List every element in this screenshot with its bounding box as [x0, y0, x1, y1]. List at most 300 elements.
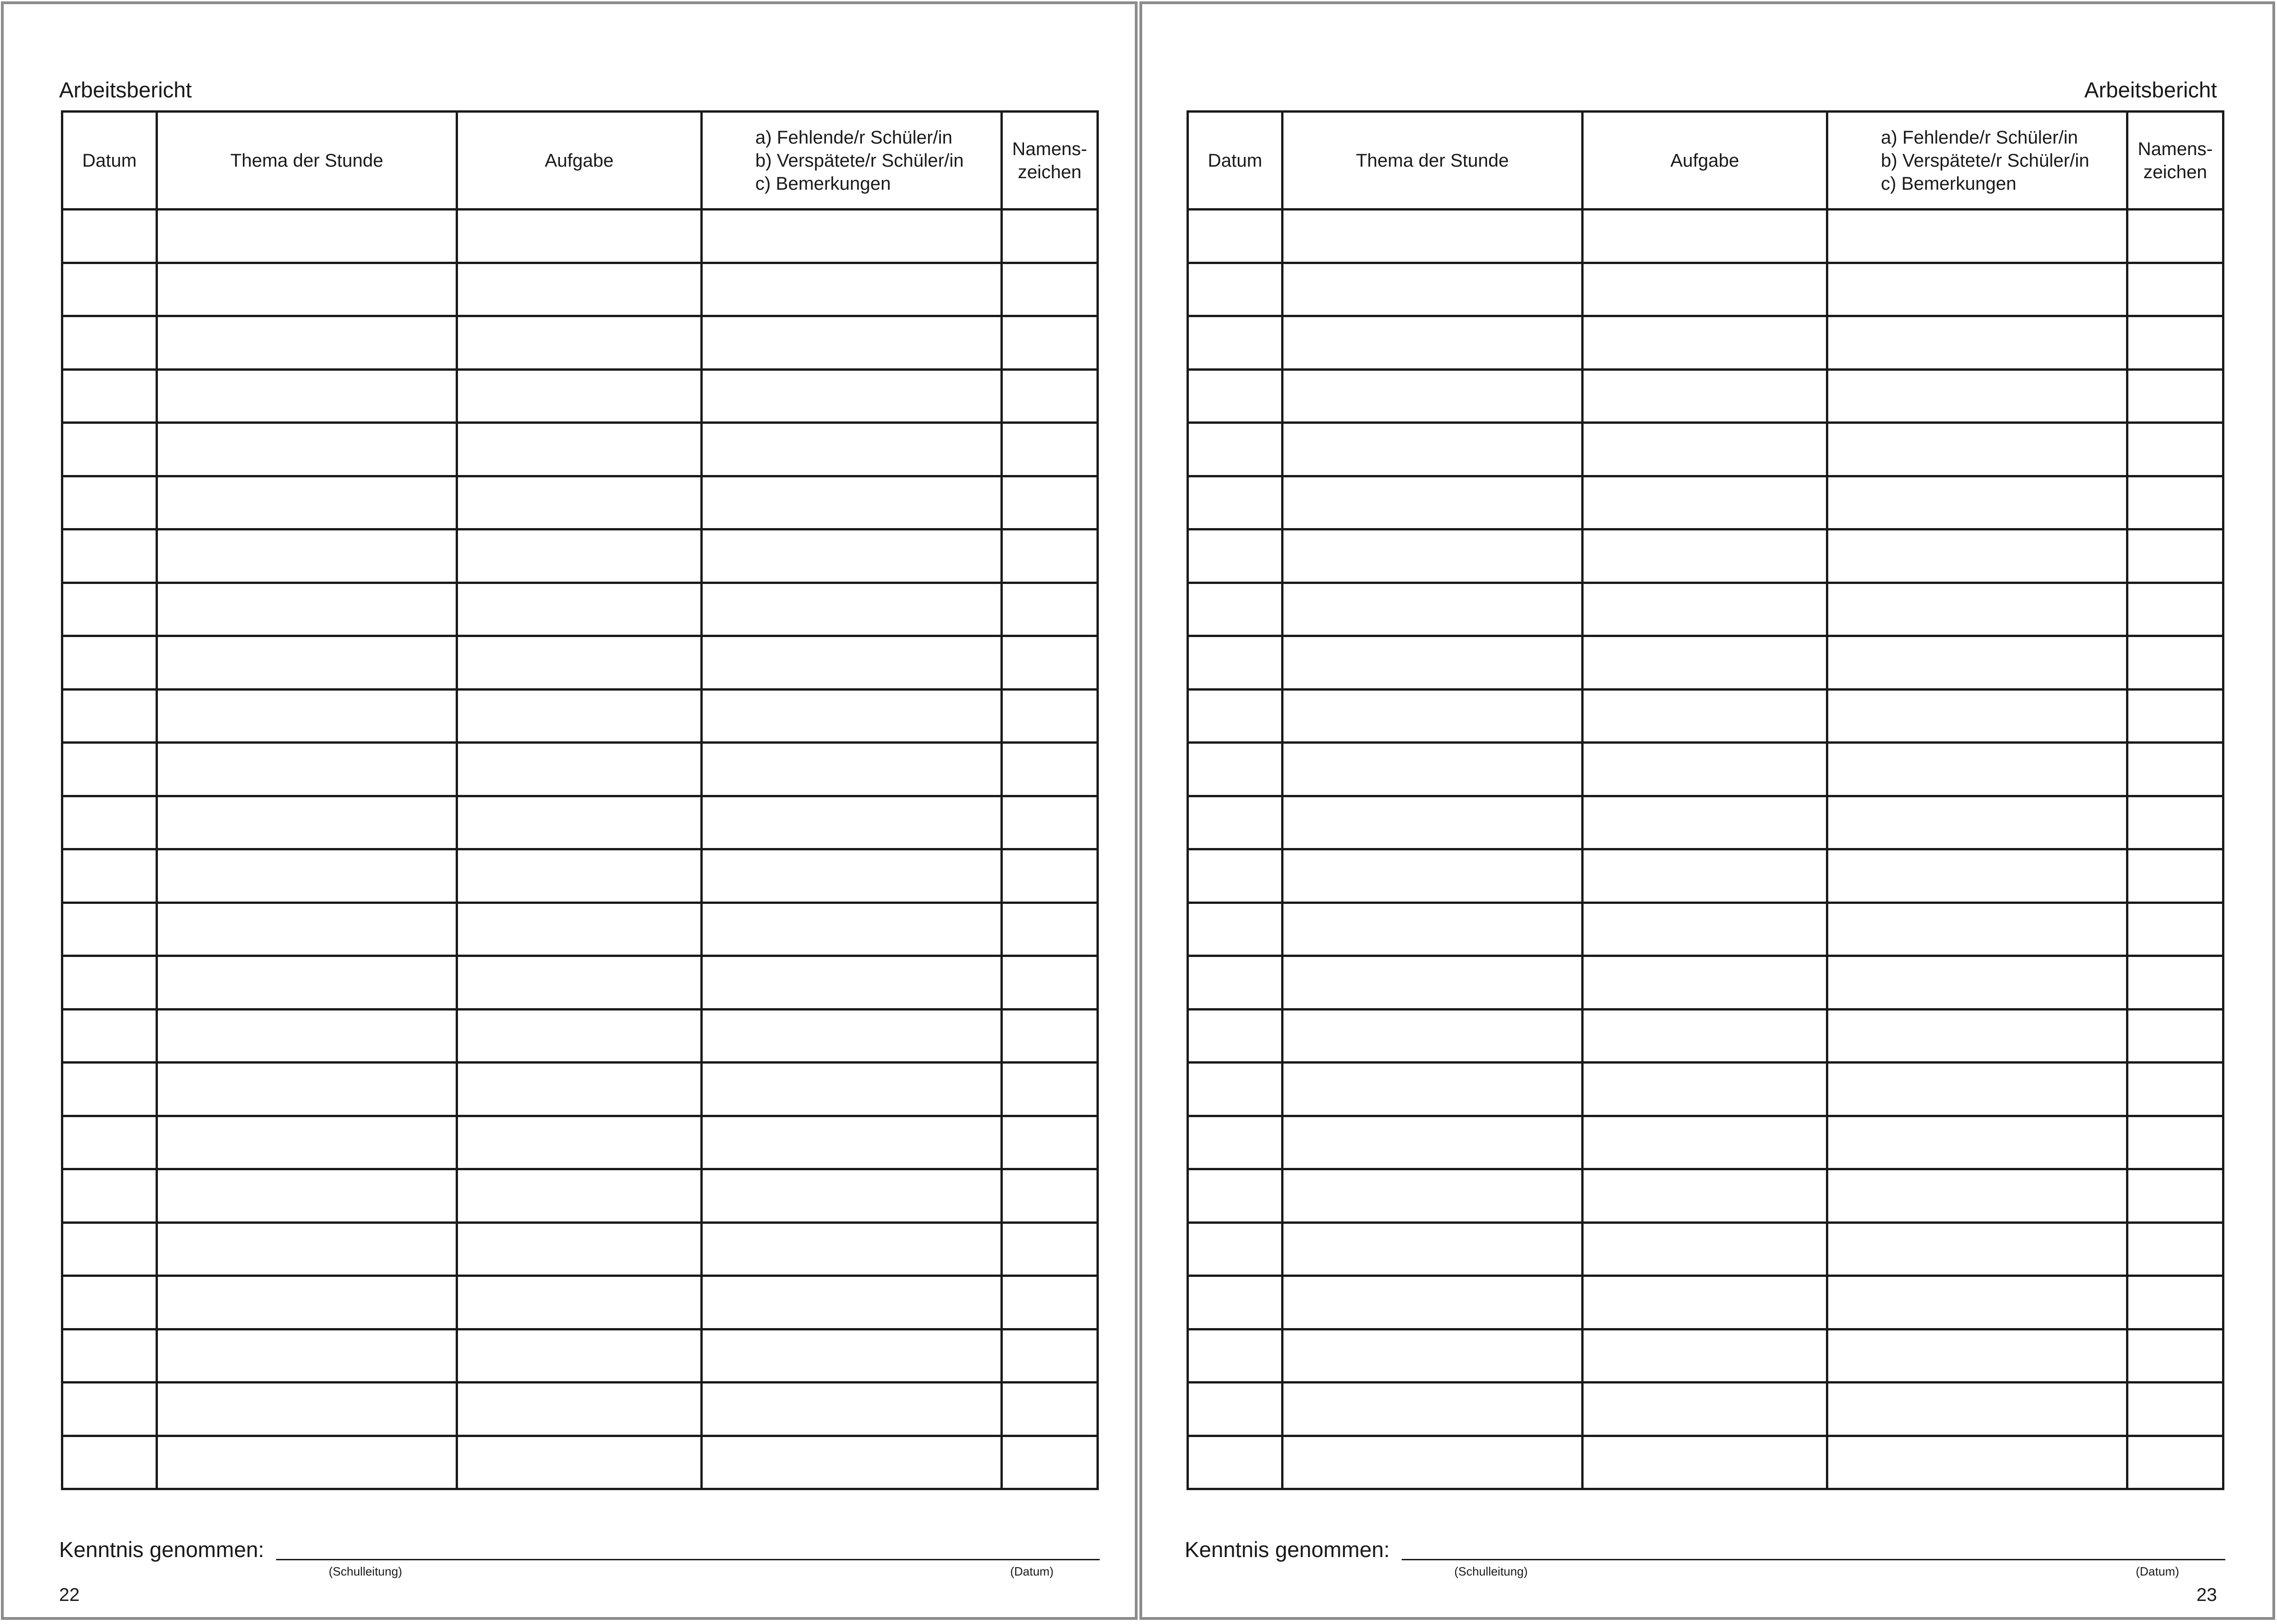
table-row: [1188, 1222, 2223, 1276]
cell-signature[interactable]: [2127, 369, 2223, 423]
cell-topic[interactable]: [157, 529, 457, 583]
cell-signature[interactable]: [1002, 743, 1098, 796]
cell-remarks[interactable]: [702, 210, 1002, 263]
cell-remarks[interactable]: [702, 1222, 1002, 1276]
table-header-row: [1188, 112, 2223, 210]
cell-remarks[interactable]: [702, 1009, 1002, 1063]
cell-date[interactable]: [1188, 956, 1283, 1010]
cell-signature[interactable]: [2127, 1009, 2223, 1063]
cell-signature[interactable]: [1002, 316, 1098, 370]
cell-date[interactable]: [1188, 529, 1283, 583]
cell-task[interactable]: [457, 1009, 702, 1063]
cell-topic[interactable]: [1283, 1383, 1583, 1436]
cell-task[interactable]: [1583, 796, 1827, 849]
cell-signature[interactable]: [1002, 849, 1098, 903]
cell-task[interactable]: [1583, 636, 1827, 690]
table-row: [62, 583, 1098, 636]
cell-task[interactable]: [1583, 263, 1827, 316]
cell-task[interactable]: [457, 956, 702, 1010]
cell-signature[interactable]: [1002, 1063, 1098, 1116]
cell-remarks[interactable]: [1827, 476, 2127, 529]
header-remarks-a: a) Fehlende/r Schüler/in: [1881, 127, 2078, 148]
acknowledgement: [1185, 1537, 2225, 1578]
cell-topic[interactable]: [1283, 423, 1583, 476]
table-row: [62, 636, 1098, 690]
table-row: [1188, 743, 2223, 796]
cell-remarks[interactable]: [702, 263, 1002, 316]
cell-date[interactable]: [62, 263, 157, 316]
cell-date[interactable]: [1188, 1329, 1283, 1383]
cell-topic[interactable]: [1283, 796, 1583, 849]
cell-signature[interactable]: [2127, 263, 2223, 316]
cell-remarks[interactable]: [1827, 689, 2127, 743]
cell-remarks[interactable]: [1827, 316, 2127, 370]
cell-date[interactable]: [62, 636, 157, 690]
header-signature: [1002, 112, 1098, 210]
cell-signature[interactable]: [2127, 902, 2223, 956]
cell-date[interactable]: [1188, 796, 1283, 849]
cell-topic[interactable]: [157, 1116, 457, 1169]
cell-task[interactable]: [1583, 1436, 1827, 1489]
cell-signature[interactable]: [1002, 1169, 1098, 1223]
cell-signature[interactable]: [1002, 476, 1098, 529]
table-row: [62, 689, 1098, 743]
header-topic: Thema der Stunde: [1283, 112, 1583, 210]
cell-date[interactable]: [62, 423, 157, 476]
cell-task[interactable]: [457, 263, 702, 316]
cell-signature[interactable]: [2127, 423, 2223, 476]
cell-task[interactable]: [1583, 1169, 1827, 1223]
table-row: [1188, 1276, 2223, 1329]
cell-date[interactable]: [1188, 636, 1283, 690]
cell-date[interactable]: [62, 743, 157, 796]
cell-signature[interactable]: [1002, 1009, 1098, 1063]
cell-remarks[interactable]: [1827, 1329, 2127, 1383]
cell-topic[interactable]: [157, 1009, 457, 1063]
cell-task[interactable]: [1583, 476, 1827, 529]
cell-remarks[interactable]: [1827, 902, 2127, 956]
cell-date[interactable]: [62, 1383, 157, 1436]
cell-signature[interactable]: [2127, 743, 2223, 796]
cell-date[interactable]: [62, 849, 157, 903]
cell-date[interactable]: [1188, 1116, 1283, 1169]
cell-task[interactable]: [457, 1436, 702, 1489]
cell-task[interactable]: [457, 423, 702, 476]
cell-signature[interactable]: [1002, 902, 1098, 956]
cell-date[interactable]: [1188, 210, 1283, 263]
cell-task[interactable]: [457, 1329, 702, 1383]
header-remarks-c: c) Bemerkungen: [755, 173, 891, 194]
cell-topic[interactable]: [157, 369, 457, 423]
cell-remarks[interactable]: [702, 316, 1002, 370]
header-signature-line1: Namens-: [1012, 138, 1087, 159]
header-date: Datum: [1188, 112, 1283, 210]
table-row: [1188, 316, 2223, 370]
table-row: [1188, 849, 2223, 903]
cell-topic[interactable]: [1283, 849, 1583, 903]
cell-signature[interactable]: [2127, 1116, 2223, 1169]
cell-remarks[interactable]: [1827, 796, 2127, 849]
cell-date[interactable]: [62, 689, 157, 743]
cell-remarks[interactable]: [702, 902, 1002, 956]
cell-topic[interactable]: [1283, 902, 1583, 956]
table-row: [62, 1329, 1098, 1383]
cell-remarks[interactable]: [702, 529, 1002, 583]
cell-remarks[interactable]: [702, 1116, 1002, 1169]
cell-signature[interactable]: [1002, 636, 1098, 690]
cell-task[interactable]: [1583, 689, 1827, 743]
cell-date[interactable]: [62, 1116, 157, 1169]
cell-date[interactable]: [1188, 369, 1283, 423]
cell-date[interactable]: [62, 476, 157, 529]
cell-task[interactable]: [1583, 956, 1827, 1010]
cell-topic[interactable]: [1283, 369, 1583, 423]
cell-task[interactable]: [457, 316, 702, 370]
table-row: [1188, 1009, 2223, 1063]
cell-task[interactable]: [457, 1222, 702, 1276]
cell-topic[interactable]: [1283, 1009, 1583, 1063]
cell-topic[interactable]: [1283, 210, 1583, 263]
table-row: [62, 316, 1098, 370]
cell-task[interactable]: [457, 476, 702, 529]
cell-topic[interactable]: [1283, 636, 1583, 690]
cell-topic[interactable]: [1283, 689, 1583, 743]
cell-signature[interactable]: [1002, 583, 1098, 636]
cell-task[interactable]: [457, 583, 702, 636]
table-row: [62, 796, 1098, 849]
cell-signature[interactable]: [1002, 1329, 1098, 1383]
cell-date[interactable]: [1188, 316, 1283, 370]
cell-topic[interactable]: [157, 423, 457, 476]
cell-remarks[interactable]: [1827, 529, 2127, 583]
cell-date[interactable]: [62, 1063, 157, 1116]
cell-remarks[interactable]: [1827, 1169, 2127, 1223]
cell-remarks[interactable]: [1827, 583, 2127, 636]
cell-date[interactable]: [1188, 743, 1283, 796]
cell-task[interactable]: [457, 1383, 702, 1436]
cell-task[interactable]: [457, 210, 702, 263]
cell-date[interactable]: [62, 1222, 157, 1276]
cell-signature[interactable]: [2127, 316, 2223, 370]
cell-task[interactable]: [457, 529, 702, 583]
cell-signature[interactable]: [1002, 263, 1098, 316]
cell-task[interactable]: [457, 1169, 702, 1223]
cell-signature[interactable]: [2127, 796, 2223, 849]
cell-task[interactable]: [1583, 529, 1827, 583]
cell-signature[interactable]: [1002, 210, 1098, 263]
cell-remarks[interactable]: [1827, 1222, 2127, 1276]
cell-remarks[interactable]: [702, 1169, 1002, 1223]
cell-date[interactable]: [62, 1276, 157, 1329]
cell-task[interactable]: [457, 743, 702, 796]
cell-date[interactable]: [1188, 689, 1283, 743]
table-row: [1188, 1116, 2223, 1169]
cell-topic[interactable]: [1283, 956, 1583, 1010]
table-row: [62, 1116, 1098, 1169]
cell-signature[interactable]: [1002, 956, 1098, 1010]
cell-remarks[interactable]: [1827, 1436, 2127, 1489]
table-row: [62, 956, 1098, 1010]
cell-topic[interactable]: [157, 956, 457, 1010]
cell-topic[interactable]: [1283, 743, 1583, 796]
cell-signature[interactable]: [2127, 583, 2223, 636]
cell-task[interactable]: [1583, 1009, 1827, 1063]
header-signature: [2127, 112, 2223, 210]
cell-remarks[interactable]: [702, 689, 1002, 743]
cell-signature[interactable]: [2127, 210, 2223, 263]
cell-task[interactable]: [1583, 1116, 1827, 1169]
acknowledgement-label: Kenntnis genommen:: [59, 1537, 265, 1562]
cell-remarks[interactable]: [702, 796, 1002, 849]
cell-topic[interactable]: [157, 263, 457, 316]
cell-date[interactable]: [1188, 1276, 1283, 1329]
table-row: [62, 1276, 1098, 1329]
cell-task[interactable]: [1583, 1222, 1827, 1276]
cell-signature[interactable]: [1002, 423, 1098, 476]
header-remarks-b: b) Verspätete/r Schüler/in: [1881, 150, 2090, 171]
cell-signature[interactable]: [2127, 476, 2223, 529]
cell-date[interactable]: [1188, 1169, 1283, 1223]
cell-task[interactable]: [1583, 902, 1827, 956]
cell-topic[interactable]: [157, 1383, 457, 1436]
cell-topic[interactable]: [1283, 263, 1583, 316]
cell-topic[interactable]: [157, 1276, 457, 1329]
table-row: [1188, 476, 2223, 529]
cell-date[interactable]: [62, 796, 157, 849]
cell-remarks[interactable]: [1827, 423, 2127, 476]
table-row: [1188, 263, 2223, 316]
cell-date[interactable]: [1188, 263, 1283, 316]
cell-topic[interactable]: [157, 1329, 457, 1383]
cell-topic[interactable]: [157, 689, 457, 743]
cell-signature[interactable]: [1002, 1383, 1098, 1436]
table-row: [1188, 1063, 2223, 1116]
cell-signature[interactable]: [2127, 1436, 2223, 1489]
table-row: [62, 210, 1098, 263]
header-remarks: [702, 112, 1002, 210]
cell-topic[interactable]: [157, 1222, 457, 1276]
cell-date[interactable]: [62, 316, 157, 370]
cell-date[interactable]: [1188, 1222, 1283, 1276]
cell-remarks[interactable]: [1827, 636, 2127, 690]
cell-task[interactable]: [1583, 583, 1827, 636]
cell-signature[interactable]: [1002, 1276, 1098, 1329]
cell-remarks[interactable]: [1827, 1009, 2127, 1063]
cell-task[interactable]: [1583, 1329, 1827, 1383]
cell-date[interactable]: [1188, 1009, 1283, 1063]
cell-signature[interactable]: [2127, 956, 2223, 1010]
date-caption: (Datum): [2136, 1564, 2179, 1578]
cell-task[interactable]: [457, 369, 702, 423]
cell-task[interactable]: [457, 796, 702, 849]
cell-date[interactable]: [62, 1329, 157, 1383]
table-row: [62, 1009, 1098, 1063]
header-task: Aufgabe: [457, 112, 702, 210]
cell-remarks[interactable]: [1827, 743, 2127, 796]
cell-task[interactable]: [1583, 369, 1827, 423]
cell-task[interactable]: [1583, 743, 1827, 796]
cell-remarks[interactable]: [702, 1276, 1002, 1329]
cell-signature[interactable]: [2127, 1276, 2223, 1329]
cell-remarks[interactable]: [1827, 1116, 2127, 1169]
cell-signature[interactable]: [1002, 796, 1098, 849]
cell-task[interactable]: [457, 849, 702, 903]
cell-task[interactable]: [1583, 210, 1827, 263]
cell-signature[interactable]: [2127, 1383, 2223, 1436]
page-title: Arbeitsbericht: [59, 78, 192, 102]
cell-signature[interactable]: [2127, 1329, 2223, 1383]
header-remarks-a: a) Fehlende/r Schüler/in: [755, 127, 952, 148]
cell-task[interactable]: [1583, 849, 1827, 903]
cell-date[interactable]: [62, 210, 157, 263]
cell-date[interactable]: [1188, 849, 1283, 903]
cell-date[interactable]: [1188, 1063, 1283, 1116]
cell-signature[interactable]: [2127, 1169, 2223, 1223]
cell-task[interactable]: [1583, 1063, 1827, 1116]
acknowledgement-label: Kenntnis genommen:: [1185, 1537, 1390, 1562]
cell-topic[interactable]: [1283, 476, 1583, 529]
cell-remarks[interactable]: [1827, 210, 2127, 263]
cell-remarks[interactable]: [702, 1329, 1002, 1383]
table-header-row: [62, 112, 1098, 210]
cell-remarks[interactable]: [1827, 1063, 2127, 1116]
cell-date[interactable]: [1188, 423, 1283, 476]
work-report-table: [61, 110, 1099, 1490]
cell-topic[interactable]: [1283, 1222, 1583, 1276]
cell-date[interactable]: [1188, 902, 1283, 956]
cell-date[interactable]: [62, 1009, 157, 1063]
school-caption: (Schulleitung): [329, 1564, 402, 1578]
cell-remarks[interactable]: [702, 956, 1002, 1010]
header-date: Datum: [62, 112, 157, 210]
cell-topic[interactable]: [1283, 1329, 1583, 1383]
cell-date[interactable]: [62, 369, 157, 423]
cell-date[interactable]: [1188, 476, 1283, 529]
signature-line: [1402, 1559, 2225, 1560]
cell-remarks[interactable]: [702, 1436, 1002, 1489]
cell-date[interactable]: [62, 583, 157, 636]
cell-signature[interactable]: [2127, 1063, 2223, 1116]
cell-topic[interactable]: [1283, 1169, 1583, 1223]
header-signature-line2: zeichen: [1018, 162, 1082, 182]
cell-date[interactable]: [1188, 583, 1283, 636]
cell-topic[interactable]: [1283, 1063, 1583, 1116]
cell-topic[interactable]: [157, 796, 457, 849]
page-title: Arbeitsbericht: [2084, 78, 2217, 102]
cell-remarks[interactable]: [1827, 849, 2127, 903]
cell-topic[interactable]: [1283, 1436, 1583, 1489]
cell-signature[interactable]: [2127, 849, 2223, 903]
cell-topic[interactable]: [157, 1169, 457, 1223]
table-row: [1188, 529, 2223, 583]
cell-signature[interactable]: [1002, 689, 1098, 743]
cell-topic[interactable]: [1283, 1276, 1583, 1329]
cell-topic[interactable]: [157, 316, 457, 370]
cell-remarks[interactable]: [702, 369, 1002, 423]
right-page: [1139, 1, 2275, 1620]
cell-topic[interactable]: [157, 849, 457, 903]
cell-date[interactable]: [62, 529, 157, 583]
header-remarks-c: c) Bemerkungen: [1881, 173, 2017, 194]
cell-date[interactable]: [62, 1436, 157, 1489]
table-row: [1188, 1383, 2223, 1436]
left-page: [1, 1, 1138, 1620]
cell-remarks[interactable]: [702, 583, 1002, 636]
cell-signature[interactable]: [1002, 1436, 1098, 1489]
cell-signature[interactable]: [1002, 1116, 1098, 1169]
cell-remarks[interactable]: [702, 1063, 1002, 1116]
cell-task[interactable]: [457, 1276, 702, 1329]
cell-task[interactable]: [457, 902, 702, 956]
table-row: [1188, 636, 2223, 690]
cell-remarks[interactable]: [1827, 1276, 2127, 1329]
cell-task[interactable]: [1583, 423, 1827, 476]
table-row: [62, 1383, 1098, 1436]
cell-topic[interactable]: [157, 210, 457, 263]
cell-remarks[interactable]: [702, 1383, 1002, 1436]
signature-line: [276, 1559, 1100, 1560]
date-caption: (Datum): [1010, 1564, 1054, 1578]
cell-signature[interactable]: [2127, 689, 2223, 743]
cell-remarks[interactable]: [702, 743, 1002, 796]
cell-signature[interactable]: [2127, 636, 2223, 690]
cell-signature[interactable]: [2127, 1222, 2223, 1276]
cell-signature[interactable]: [2127, 529, 2223, 583]
cell-signature[interactable]: [1002, 369, 1098, 423]
cell-topic[interactable]: [157, 902, 457, 956]
cell-task[interactable]: [1583, 1276, 1827, 1329]
cell-topic[interactable]: [157, 1063, 457, 1116]
cell-task[interactable]: [457, 689, 702, 743]
cell-date[interactable]: [62, 902, 157, 956]
cell-remarks[interactable]: [1827, 263, 2127, 316]
table-row: [1188, 689, 2223, 743]
cell-date[interactable]: [1188, 1436, 1283, 1489]
cell-task[interactable]: [457, 1116, 702, 1169]
cell-topic[interactable]: [1283, 1116, 1583, 1169]
cell-date[interactable]: [62, 956, 157, 1010]
cell-remarks[interactable]: [702, 849, 1002, 903]
table-row: [1188, 956, 2223, 1010]
cell-remarks[interactable]: [702, 636, 1002, 690]
header-topic: Thema der Stunde: [157, 112, 457, 210]
cell-topic[interactable]: [157, 583, 457, 636]
cell-topic[interactable]: [157, 636, 457, 690]
cell-task[interactable]: [1583, 316, 1827, 370]
cell-topic[interactable]: [1283, 316, 1583, 370]
table-row: [62, 1222, 1098, 1276]
cell-topic[interactable]: [1283, 529, 1583, 583]
cell-topic[interactable]: [157, 1436, 457, 1489]
cell-task[interactable]: [1583, 1383, 1827, 1436]
cell-date[interactable]: [62, 1169, 157, 1223]
table-row: [1188, 583, 2223, 636]
table-row: [62, 263, 1098, 316]
cell-topic[interactable]: [157, 743, 457, 796]
cell-signature[interactable]: [1002, 529, 1098, 583]
cell-task[interactable]: [457, 1063, 702, 1116]
cell-remarks[interactable]: [702, 423, 1002, 476]
cell-task[interactable]: [457, 636, 702, 690]
cell-remarks[interactable]: [702, 476, 1002, 529]
cell-remarks[interactable]: [1827, 1383, 2127, 1436]
cell-remarks[interactable]: [1827, 369, 2127, 423]
cell-remarks[interactable]: [1827, 956, 2127, 1010]
cell-date[interactable]: [1188, 1383, 1283, 1436]
cell-signature[interactable]: [1002, 1222, 1098, 1276]
cell-topic[interactable]: [157, 476, 457, 529]
cell-topic[interactable]: [1283, 583, 1583, 636]
